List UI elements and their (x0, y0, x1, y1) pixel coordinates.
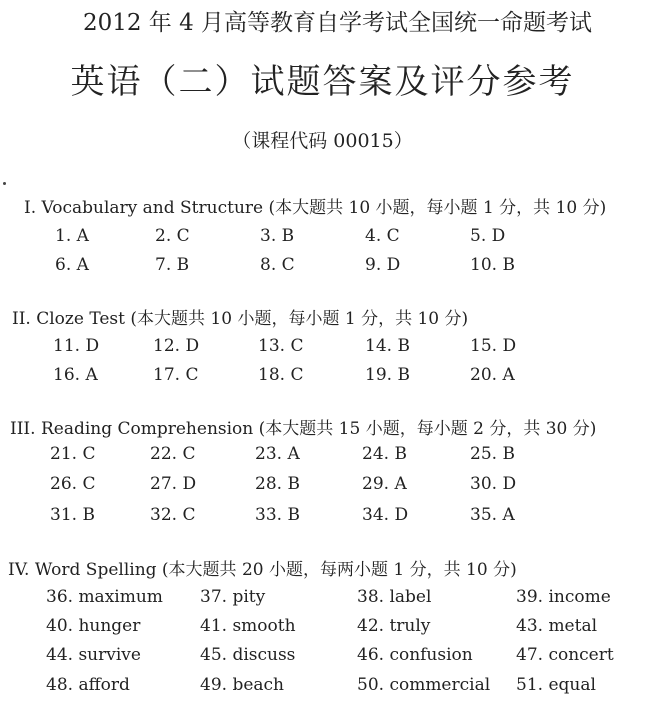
answer-item: 1. A (55, 226, 89, 246)
answer-item: 43. metal (516, 616, 598, 636)
answer-item: 18. C (258, 365, 304, 385)
answer-item: 34. D (362, 505, 409, 525)
answer-item: 16. A (53, 365, 98, 385)
answer-item: 37. pity (200, 587, 266, 607)
answer-item: 45. discuss (200, 645, 296, 665)
answer-item: 41. smooth (200, 616, 296, 636)
document-title: 英语（二）试题答案及评分参考 (70, 62, 575, 102)
answer-item: 24. B (362, 444, 407, 464)
answer-item: 31. B (50, 505, 95, 525)
answer-item: 21. C (50, 444, 96, 464)
answer-item: 26. C (50, 474, 96, 494)
answer-item: 38. label (357, 587, 432, 607)
answer-item: 12. D (153, 336, 200, 356)
answer-item: 9. D (365, 255, 401, 275)
answer-item: 33. B (255, 505, 300, 525)
answer-item: 50. commercial (357, 675, 491, 695)
answer-item: 10. B (470, 255, 515, 275)
answer-item: 8. C (260, 255, 295, 275)
answer-item: 30. D (470, 474, 517, 494)
answer-item: 46. confusion (357, 645, 473, 665)
answer-item: 49. beach (200, 675, 284, 695)
section-heading-reading: III. Reading Comprehension (本大题共 15 小题，每小题 2 分，共 30 分) (10, 419, 597, 439)
stray-dot (3, 182, 6, 185)
answer-item: 29. A (362, 474, 407, 494)
answer-item: 19. B (365, 365, 410, 385)
answer-item: 48. afford (46, 675, 130, 695)
answer-item: 4. C (365, 226, 400, 246)
answer-item: 6. A (55, 255, 89, 275)
answer-item: 13. C (258, 336, 304, 356)
answer-item: 39. income (516, 587, 611, 607)
answer-item: 32. C (150, 505, 196, 525)
answer-item: 40. hunger (46, 616, 141, 636)
section-heading-cloze: II. Cloze Test (本大题共 10 小题，每小题 1 分，共 10 分) (12, 309, 469, 329)
answer-item: 5. D (470, 226, 506, 246)
answer-item: 42. truly (357, 616, 431, 636)
answer-item: 25. B (470, 444, 515, 464)
answer-item: 23. A (255, 444, 300, 464)
answer-item: 47. concert (516, 645, 614, 665)
course-code: （课程代码 00015） (232, 130, 413, 152)
answer-item: 44. survive (46, 645, 141, 665)
answer-item: 28. B (255, 474, 300, 494)
answer-item: 11. D (53, 336, 100, 356)
answer-item: 14. B (365, 336, 410, 356)
answer-item: 35. A (470, 505, 515, 525)
answer-item: 7. B (155, 255, 190, 275)
section-heading-word-spelling: IV. Word Spelling (本大题共 20 小题，每两小题 1 分，共 10 分) (8, 560, 517, 580)
answer-item: 22. C (150, 444, 196, 464)
answer-item: 15. D (470, 336, 517, 356)
exam-header-line: 2012 年 4 月高等教育自学考试全国统一命题考试 (82, 10, 593, 36)
answer-item: 20. A (470, 365, 515, 385)
answer-item: 27. D (150, 474, 197, 494)
answer-item: 3. B (260, 226, 295, 246)
answer-item: 2. C (155, 226, 190, 246)
answer-item: 17. C (153, 365, 199, 385)
answer-item: 51. equal (516, 675, 596, 695)
section-heading-vocabulary: I. Vocabulary and Structure (本大题共 10 小题，每小题 1 分，共 10 分) (24, 198, 607, 218)
answer-item: 36. maximum (46, 587, 163, 607)
